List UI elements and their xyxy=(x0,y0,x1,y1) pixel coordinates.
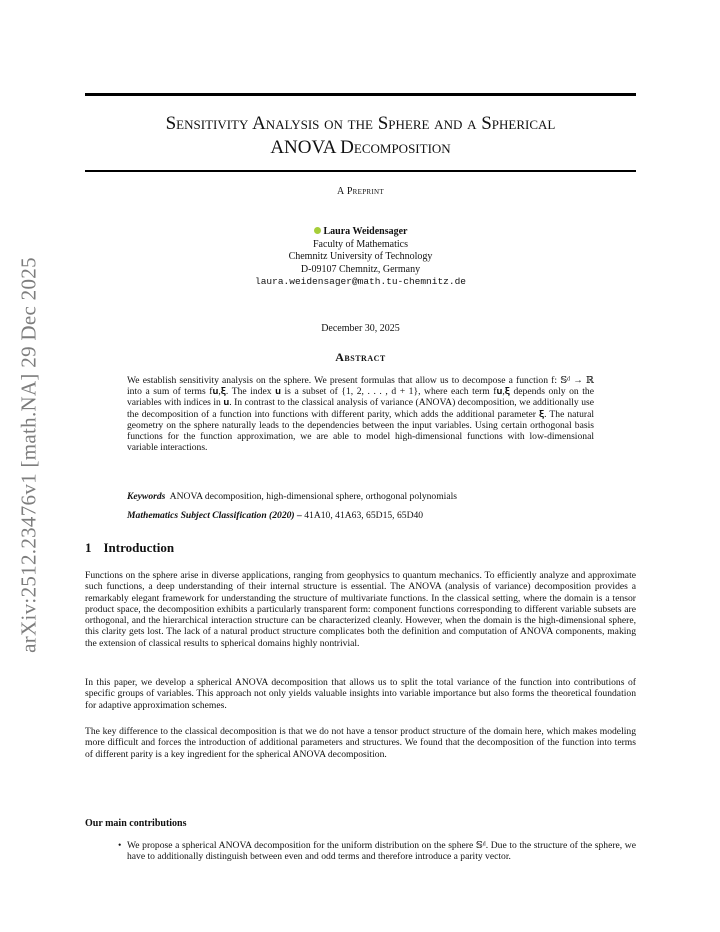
author-email[interactable]: laura.weidensager@math.tu-chemnitz.de xyxy=(255,276,466,287)
author-department: Faculty of Mathematics xyxy=(313,238,408,250)
intro-paragraph-2: In this paper, we develop a spherical ANOVA decomposition that allows us to split the total variance of the function into contributions of specific groups of variables. This approach not only yields valuable insights into variable importance but also forms the theoretical foundation for adaptive approximation schemes. xyxy=(85,677,636,711)
intro-paragraph-1: Functions on the sphere arise in diverse applications, ranging from geophysics to quantum mechanics. To efficiently analyze and approximate such functions, a deep understanding of their internal structure is essential. The ANOVA (analysis of variance) decomposition provides a remarkably elegant framework for understanding the structure of multivariate functions. In the classical setting, where the domain is a tensor product space, the decomposition exhibits a particularly transparent form: component functions corresponding to different variable subsets are orthogonal, and the hierarchical interaction structure can be characterized cleanly. However, when the domain is the high-dimensional sphere, this clarity gets lost. The lack of a natural product structure complicates both the definition and computation of ANOVA components, making the extension of classical results to spherical domains highly nontrivial. xyxy=(85,570,636,649)
orcid-icon[interactable] xyxy=(314,227,321,234)
contributions-heading: Our main contributions xyxy=(85,818,187,829)
section-title: Introduction xyxy=(103,540,175,555)
msc-codes: 41A10, 41A63, 65D15, 65D40 xyxy=(304,510,424,521)
section-number: 1 xyxy=(85,540,92,555)
title-line-2: ANOVA Decomposition xyxy=(270,137,451,158)
author-city: D-09107 Chemnitz, Germany xyxy=(300,263,421,275)
arxiv-identifier-sidebar xyxy=(14,245,44,665)
intro-paragraph-3: The key difference to the classical decomposition is that we do not have a tensor product structure of the domain here, which makes modeling more difficult and forces the introduction of additional parameters and structures. We found that the decomposition of the function into terms of different parity is a key ingredient for the spherical ANOVA decomposition. xyxy=(85,726,636,760)
title-line-1: Sensitivity Analysis on the Sphere and a Spherical xyxy=(165,113,556,134)
paper-title xyxy=(85,112,636,160)
arxiv-id-text: arXiv:2512.23476v1 [math.NA] 29 Dec 2025 xyxy=(16,257,41,653)
section-heading xyxy=(85,540,174,556)
author-block xyxy=(85,226,636,289)
author-university: Chemnitz University of Technology xyxy=(288,251,433,262)
author-name: Laura Weidensager xyxy=(323,226,408,237)
keywords-label: Keywords xyxy=(127,491,166,502)
keywords-text: ANOVA decomposition, high-dimensional sphere, orthogonal polynomials xyxy=(169,491,457,502)
bullet-icon: • xyxy=(118,840,122,851)
title-rule-bottom xyxy=(85,170,636,172)
contribution-text: We propose a spherical ANOVA decomposition for the uniform distribution on the sphere 𝕊ᵈ. Due to the structure of the sphere, we have to additionally distinguish between even and odd terms and therefore introduce a parity vector. xyxy=(127,840,636,863)
contribution-list-item xyxy=(118,840,636,863)
title-rule-top xyxy=(85,93,636,96)
preprint-label: A Preprint xyxy=(337,186,384,197)
abstract-heading: Abstract xyxy=(335,350,386,364)
keywords-line xyxy=(127,491,594,503)
msc-label: Mathematics Subject Classification (2020) – xyxy=(127,510,302,521)
abstract-text: We establish sensitivity analysis on the sphere. We present formulas that allow us to decompose a function f: 𝕊ᵈ → ℝ into a sum of terms f𝐮,𝛏. The index 𝐮 is a subset of {1, 2, . . . , d + 1}, where each term f𝐮,𝛏 depends only on the variables with indices in 𝐮. In contrast to the classical analysis of variance (ANOVA) decomposition, we additionally use the decomposition of a function into functions with different parity, which adds the additional parameter 𝛏. The natural geometry on the sphere naturally leads to the dependencies between the input variables. Using certain orthogonal basis functions for the function approximation, we are able to model high-dimensional functions with low-dimensional variable interactions. xyxy=(127,375,594,454)
msc-line xyxy=(127,510,594,522)
paper-date: December 30, 2025 xyxy=(321,323,400,334)
